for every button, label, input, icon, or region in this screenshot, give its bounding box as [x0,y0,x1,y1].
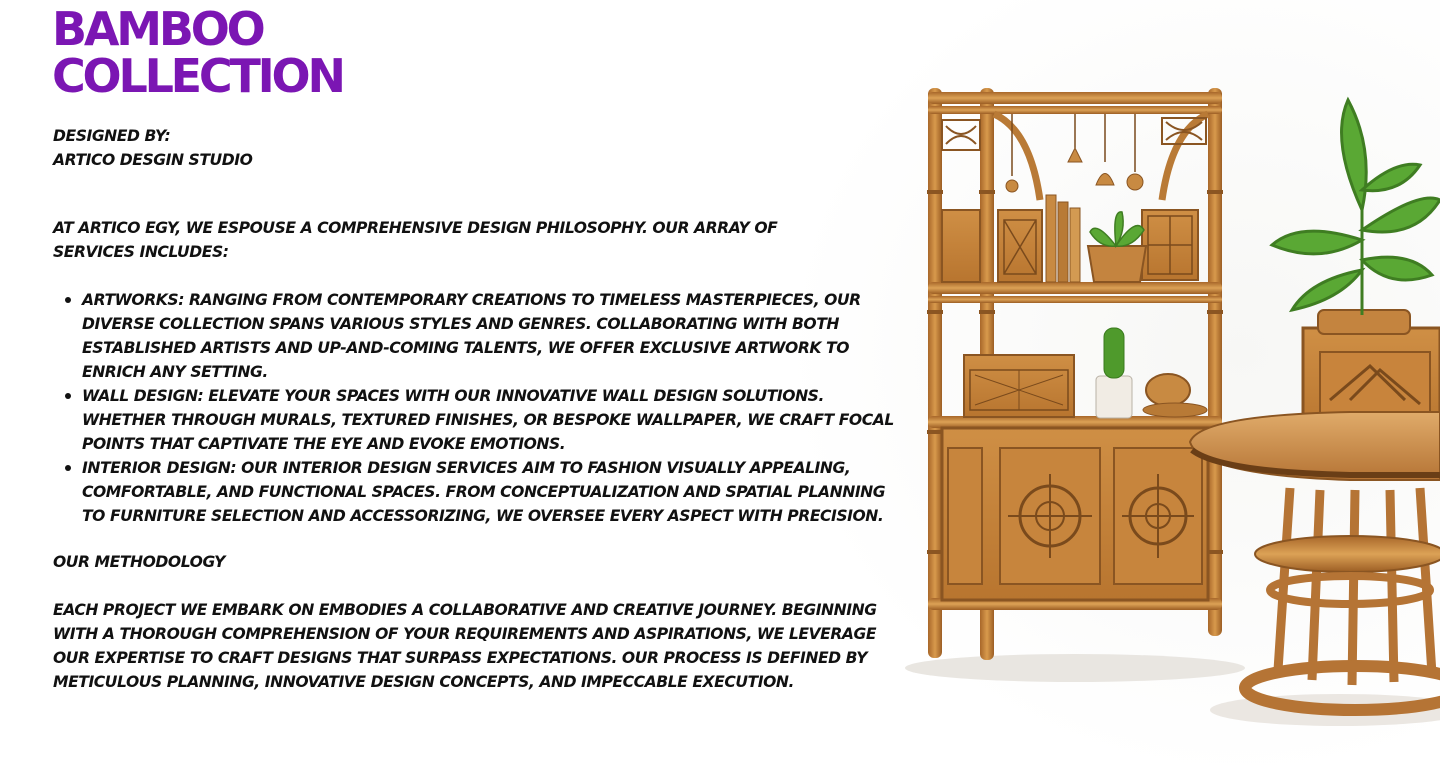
page-title [52,2,343,103]
designed-by-label: DESIGNED BY: [53,127,171,145]
title-line-1: BAMBOO [52,2,263,56]
bullet-icon [65,393,71,399]
list-item [53,456,903,528]
list-item [53,384,903,456]
bullet-icon [65,465,71,471]
studio-name: ARTICO DESGIN STUDIO [53,151,253,169]
designed-by [53,124,903,172]
service-artworks: ARTWORKS: RANGING FROM CONTEMPORARY CREATIONS TO TIMELESS MASTERPIECES, OUR DIVERSE COLLECTION SPANS VARIOUS STYLES AND GENRES. COLLABORATING WITH BOTH ESTABLISHED ARTISTS AND UP-AND-COMING TALENTS, WE OFFER EXCLUSIVE ARTWORK TO ENRICH ANY SETTING. [82,291,861,381]
service-wall-design: WALL DESIGN: ELEVATE YOUR SPACES WITH OUR INNOVATIVE WALL DESIGN SOLUTIONS. WHETHER THROUGH MURALS, TEXTURED FINISHES, OR BESPOKE WALLPAPER, WE CRAFT FOCAL POINTS THAT CAPTIVATE THE EYE AND EVOKE EMOTIONS. [82,387,894,453]
methodology-heading: OUR METHODOLOGY [53,553,226,571]
service-interior-design: INTERIOR DESIGN: OUR INTERIOR DESIGN SERVICES AIM TO FASHION VISUALLY APPEALING, COMFORTABLE, AND FUNCTIONAL SPACES. FROM CONCEPTUALIZATION AND SPATIAL PLANNING TO FURNITURE SELECTION AND ACCESSORIZING, WE OVERSEE EVERY ASPECT WITH PRECISION. [82,459,886,525]
methodology-paragraph: EACH PROJECT WE EMBARK ON EMBODIES A COLLABORATIVE AND CREATIVE JOURNEY. BEGINNING WITH A THOROUGH COMPREHENSION OF YOUR REQUIREMENTS AND ASPIRATIONS, WE LEVERAGE OUR EXPERTISE TO CRAFT DESIGNS THAT SURPASS EXPECTATIONS. OUR PROCESS IS DEFINED BY METICULOUS PLANNING, INNOVATIVE DESIGN CONCEPTS, AND IMPECCABLE EXECUTION. [53,601,877,691]
bullet-icon [65,297,71,303]
services-list [53,288,903,528]
title-line-2: COLLECTION [52,49,343,103]
list-item [53,288,903,384]
bamboo-furniture-illustration [900,70,1440,782]
intro-paragraph: AT ARTICO EGY, WE ESPOUSE A COMPREHENSIVE DESIGN PHILOSOPHY. OUR ARRAY OF SERVICES INCLUDES: [53,219,778,261]
